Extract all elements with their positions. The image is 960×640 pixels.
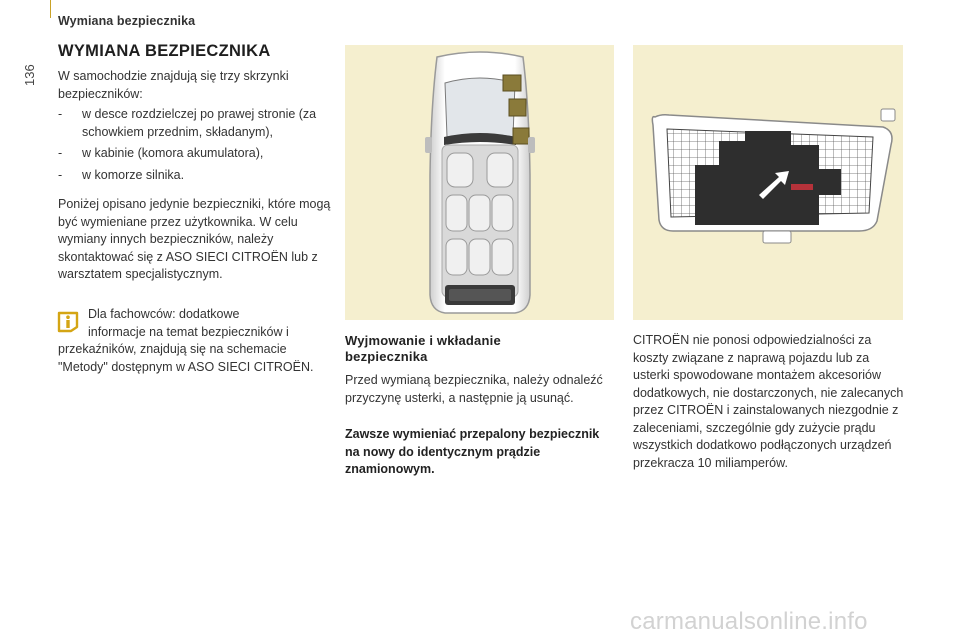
header-rule bbox=[50, 0, 51, 18]
page-title: WYMIANA BEZPIECZNIKA bbox=[58, 42, 271, 60]
fusebox-closeup-figure bbox=[633, 45, 903, 320]
info-note-line1: Dla fachowców: dodatkowe bbox=[88, 307, 240, 321]
replacement-warning: Zawsze wymieniać przepalony bezpiecznik na nowy do identycznym prądzie znamionowym. bbox=[345, 427, 600, 476]
subheading: Wyjmowanie i wkładanie bezpiecznika bbox=[345, 333, 501, 364]
list-item: - w kabinie (komora akumulatora), bbox=[58, 146, 264, 160]
list-item: - w desce rozdzielczej po prawej stronie (za schowkiem przednim, składanym), bbox=[58, 107, 317, 139]
section-header: Wymiana bezpiecznika bbox=[58, 14, 196, 28]
intro-paragraph: W samochodzie znajdują się trzy skrzynki bezpieczników: bbox=[58, 69, 289, 101]
page-number: 136 bbox=[22, 64, 37, 86]
list-item: - w komorze silnika. bbox=[58, 167, 185, 182]
fault-cause-paragraph: Przed wymianą bezpiecznika, należy odnaleźć przyczynę usterki, a następnie ją usunąć. bbox=[345, 373, 603, 405]
fusebox-location-list bbox=[58, 106, 338, 188]
vehicle-top-view-figure bbox=[345, 45, 614, 320]
fusebox-diagram bbox=[633, 45, 903, 320]
info-note-rest: informacje na temat bezpieczników i przekaźników, znajdują się na schemacie "Metody" dostępnym w ASO SIECI CITROËN. bbox=[58, 324, 314, 374]
liability-paragraph: CITROËN nie ponosi odpowiedzialności za koszty związane z naprawą pojazdu lub za usterki spowodowane montażem akcesoriów dodatkowych, nie dostarczonych, nie zalecanych przez CITROËN i zainstalowanych niezgodnie z zaleceniami, szczególnie gdy zużycie prądu wszystkich dodatkowo podłączonych urządzeń przekracza 10 miliamperów. bbox=[633, 333, 904, 470]
user-fuses-paragraph: Poniżej opisano jedynie bezpieczniki, które mogą być wymieniane przez użytkownika. W celu wymiany innych bezpieczników, należy skontaktować się z ASO SIECI CITROËN lub z warsztatem specjalistycznym. bbox=[58, 197, 331, 281]
vehicle-diagram bbox=[345, 45, 614, 320]
info-note bbox=[58, 306, 330, 376]
watermark: carmanualsonline.info bbox=[630, 608, 868, 635]
